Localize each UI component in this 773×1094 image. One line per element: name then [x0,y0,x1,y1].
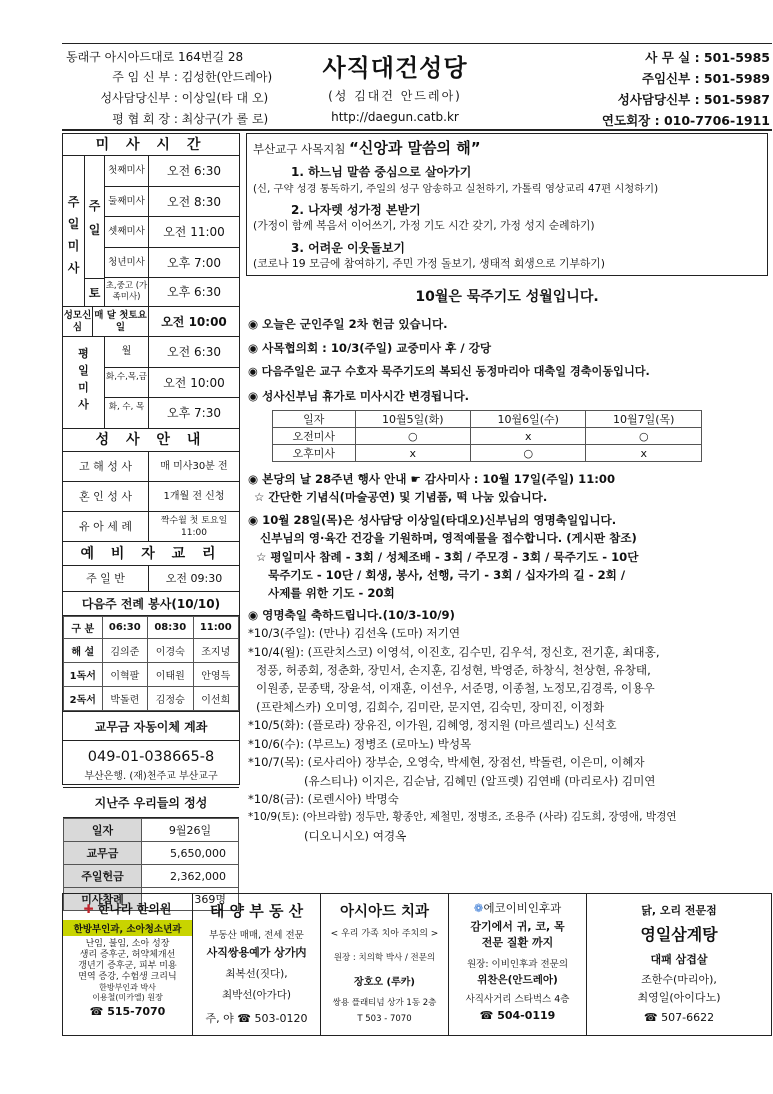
notices [246,282,768,843]
nameday-line: (유스티나) 이지은, 김순남, 김혜민 (알프렛) 김연배 (마리로사) 김미연 [304,773,656,788]
service-title: 다음주 전례 봉사(10/10) [63,592,239,616]
ad-line: 최복선(짓다), [225,968,288,980]
mass-row: 셋째미사 오전 11:00 [105,217,239,248]
guideline-prefix: 부산교구 사목지침 [253,142,346,156]
account-bank: 부산은행. (재)천주교 부산교구 [63,767,239,788]
mass-row: 월 오전 6:30 [105,337,239,368]
service-table [63,616,239,711]
notice-item: ◉ 사목협의회 : 10/3(주일) 교중미사 후 / 강당 [248,341,492,355]
ad-title: 아시아드 치과 [339,904,430,920]
nameday-line: *10/4(월): (프란치스코) 이영석, 이진호, 김수민, 김우석, 정신호, 전기훈, 최대홍, [248,644,660,659]
ad-line: 원장: 이비인후과 전문의 [466,959,568,970]
feast-line: 신부님의 영·육간 건강을 기원하며, 영적예물을 접수합니다. (게시판 참조) [260,531,637,546]
ad-line: 생리 증후군, 허약체개선 [79,950,176,960]
sunday-mass [63,156,239,307]
ad-title: ❁에코이비인후과 [473,901,562,915]
notices-heading: 10월은 묵주기도 성월입니다. [415,289,599,305]
left-column [62,133,240,906]
notices-list [246,312,768,408]
ad-title: 태 양 부 동 산 [209,902,304,920]
service-row: 해 설 김의준 이경숙 조지녕 [64,639,239,663]
ads [62,893,772,1036]
title-block [290,48,500,124]
guideline-title: “신앙과 말씀의 해” [349,139,481,157]
contact-row: 연도회장 : 010-7706-1911 [601,113,770,128]
anniversary [246,470,768,507]
stats-row: 교무금 5,650,000 [64,842,239,865]
notice-item: ◉ 다음주일은 교구 수호자 묵주기도의 복되신 동정마리아 대축일 경축이동입니다. [248,365,650,378]
ad-phone: ☎ 504-0119 [479,1009,556,1022]
guideline-item-desc: (코로나 19 모금에 참여하기, 주민 가정 돌보기, 생태적 회생으로 기부하기) [253,257,605,270]
schedule-table [272,410,702,462]
ad-line: 난임, 불임, 소아 성장 [85,939,170,949]
weekday-rows [105,337,239,429]
ad-line: 대패 삼겹살 [650,953,708,966]
nameday-line: 정풍, 허종회, 정춘화, 장민서, 손지훈, 김성현, 박영준, 하창식, 천상현, 유창태, [256,663,651,678]
nameday-line: (프란체스카) 오미영, 김희수, 김미란, 문지연, 김숙민, 장미진, 이정화 [256,699,605,714]
sunday-group-label: 주일미사 [63,156,85,307]
ad-line: 원장 : 치의학 박사 / 전문의 [333,953,436,963]
service-row: 1독서 이혁팔 이태원 안영득 [64,663,239,687]
church-title: 사직대건성당 [322,54,468,82]
catechism-row: 주 일 반 오전 09:30 [63,566,239,592]
header [62,43,772,131]
ad-tag: 한방부인과, 소아청소년과 [63,920,192,936]
nameday-line: 이원종, 문종택, 장윤석, 이재훈, 이선우, 서준명, 이종철, 노정모,김경록, 이용우 [256,681,655,696]
nameday-line: *10/7(목): (로사리아) 장부순, 오영숙, 박세현, 장점선, 박돌련, 이은미, 이혜자 [248,755,645,770]
guideline-item-head: 1. 하느님 말씀 중심으로 살아가기 [291,165,472,179]
mass-title: 미 사 시 간 [63,134,239,156]
ad-line: 전문 질환 까지 [481,936,554,949]
feast [246,511,768,603]
sunday-label: 주일 [85,156,105,278]
ad-restaurant[interactable] [587,894,771,1035]
sacrament-title: 성 사 안 내 [63,429,239,452]
nameday-line: *10/3(주일): (만나) 김선옥 (도마) 저기연 [248,626,461,641]
staff-left [66,68,276,131]
feast-line: ☆ 평일미사 참례 - 3회 / 성체조배 - 3회 / 주모경 - 3회 / 묵주기도 - 10단 [256,549,639,564]
guideline-box [246,133,768,276]
feast-line: ◉ 10월 28일(목)은 성사담당 이상일(타대오)신부님의 영명축일입니다. [248,512,617,527]
staff-row: 성사담당신부 : 이상일(타 대 오) [100,91,269,105]
nameday [246,606,768,845]
schedule-row: 오전미사 ○ x ○ [273,428,702,445]
ad-dental[interactable] [321,894,449,1035]
nameday-title: ◉ 영명축일 축하드립니다.(10/3-10/9) [248,607,455,622]
ad-line: 위찬은(안드레아) [477,974,558,986]
feast-line: 사제를 위한 기도 - 20회 [268,586,395,601]
contact-right [532,48,770,132]
ad-title: 영일삼계탕 [640,925,718,944]
ad-ent[interactable] [449,894,587,1035]
ad-line: 감기에서 귀, 코, 목 [470,920,565,933]
stats-title: 지난주 우리들의 정성 [63,788,239,818]
contact-row: 성사담당신부 : 501-5987 [617,92,770,107]
logo-icon: ❁ [473,901,484,915]
church-subtitle: (성 김대건 안드레아) [328,89,462,103]
sunday-rows [105,156,239,278]
saturday-row: 초,중고 (가족미사) 오후 6:30 [105,278,239,307]
staff-row: 평 협 회 장 : 최상구(가 롤 로) [112,112,269,126]
weekday-mass [63,337,239,429]
ad-line: 쌍용 플래티넘 상가 1동 2층 [332,998,437,1008]
nameday-line: *10/5(화): (플로라) 장유진, 이가원, 김혜영, 정지원 (마르셀리노) 신석호 [248,718,617,733]
church-url[interactable]: http://daegun.catb.kr [331,110,459,124]
guideline-item-head: 3. 어려운 이웃돌보기 [291,241,406,255]
ad-line: 한방부인과 박사 [99,983,156,992]
cross-icon: ✚ [83,902,94,916]
saturday-label: 토 [85,278,105,307]
ad-line: 최영일(아이다노) [637,991,721,1004]
ad-line: < 우리 가족 치아 주치의 > [330,929,439,939]
nameday-line: *10/9(토): (아브라함) 정두만, 황종안, 제철민, 정병조, 조용주 (사라) 김도희, 장영애, 박경연 [248,811,677,824]
notice-item: ◉ 성사신부님 휴가로 미사시간 변경됩니다. [248,389,470,403]
nameday-line: *10/8(금): (로렌시아) 박명숙 [248,791,399,806]
stats-row: 주일헌금 2,362,000 [64,865,239,888]
guideline-item-desc: (가정이 함께 복음서 이어쓰기, 가정 기도 시간 갖기, 가정 성지 순례하기) [253,219,595,232]
ad-line: 갱년기 증후군, 피부 미용 [78,961,177,971]
mass-row: 청년미사 오후 7:00 [105,248,239,279]
staff-row: 주 임 신 부 : 김성한(안드레아) [112,70,273,84]
ad-line: T 503 - 7070 [357,1014,412,1024]
anniversary-line: ◉ 본당의 날 28주년 행사 안내 ☛ 감사미사 : 10월 17일(주일) 11:00 [248,472,616,486]
guideline-item-desc: (신, 구약 성경 통독하기, 주일의 성구 암송하고 실천하기, 가톨릭 영상교리 47편 시청하기) [253,183,659,195]
ad-phone: ☎ 507-6622 [643,1011,715,1024]
ad-line: 사직쌍용예가 상가内 [206,946,307,959]
first-saturday-row: 성모신심 매 달 첫토요일 오전 10:00 [63,307,239,337]
address: 동래구 아시아드대로 164번길 28 [66,50,244,64]
schedule-header: 일자 10월5일(화) 10월6일(수) 10월7일(목) [273,411,702,428]
ad-line: 이용철(미카엘) 원장 [92,993,163,1002]
ad-line: 최박선(아가다) [221,989,292,1001]
ad-clinic[interactable] [63,894,193,1035]
ad-line: 조한수(마리아), [641,973,717,986]
contact-row: 사 무 실 : 501-5985 [645,50,770,65]
ad-line: 부동산 매매, 전세 전문 [209,930,304,941]
stats-row: 미사참례 369명 [64,888,239,911]
mass-row: 첫째미사 오전 6:30 [105,156,239,187]
nameday-line: (디오니시오) 여경옥 [304,828,407,843]
nameday-line: *10/6(수): (부르노) 정병조 (로마노) 박성목 [248,736,472,751]
ad-title: ✚ 한나라 한의원 [83,902,172,916]
ad-line: 면역 증강, 수험생 크리닉 [78,972,177,982]
ad-line: 장호오 (루카) [354,977,415,988]
ad-line: 닭, 오리 전문점 [641,904,717,917]
notice-item: ◉ 오늘은 군인주일 2차 헌금 있습니다. [248,317,448,331]
mass-row: 둘째미사 오전 8:30 [105,187,239,218]
weekday-group-label: 평일미사 [63,337,105,429]
mass-row: 화,수,목,금 오전 10:00 [105,368,239,399]
anniversary-line: ☆ 간단한 기념식(마술공연) 및 기념품, 떡 나눔 있습니다. [254,490,548,505]
stats-row: 일자 9월26일 [64,819,239,842]
ad-line: 사직사거리 스타벅스 4층 [465,994,570,1005]
account-title: 교무금 자동이체 계좌 [63,711,239,741]
guideline-item-head: 2. 나자렛 성가정 본받기 [291,203,421,217]
ad-phone: ☎ 515-7070 [89,1005,166,1018]
ad-phone: 주, 야 ☎ 503-0120 [205,1012,308,1025]
contact-row: 주임신부 : 501-5989 [641,71,770,86]
sacrament-row: 유 아 세 례 짝수월 첫 토요일 11:00 [63,512,239,542]
account-number: 049-01-038665-8 [87,749,215,765]
service-row: 2독서 박돌련 김정승 이선희 [64,687,239,711]
mass-row: 화, 수, 목 오후 7:30 [105,398,239,429]
ad-realestate[interactable] [193,894,321,1035]
sacrament-row: 고 해 성 사 매 미사30분 전 [63,452,239,482]
feast-line: 묵주기도 - 10단 / 회생, 봉사, 선행, 극기 - 3회 / 십자가의 길 - 2회 / [268,568,626,583]
sacrament-row: 혼 인 성 사 1개월 전 신청 [63,482,239,512]
service-header: 구 분 06:30 08:30 11:00 [64,617,239,639]
schedule-row: 오후미사 x ○ x [273,445,702,462]
catechism-title: 예 비 자 교 리 [63,542,239,566]
guideline-header [247,134,767,161]
